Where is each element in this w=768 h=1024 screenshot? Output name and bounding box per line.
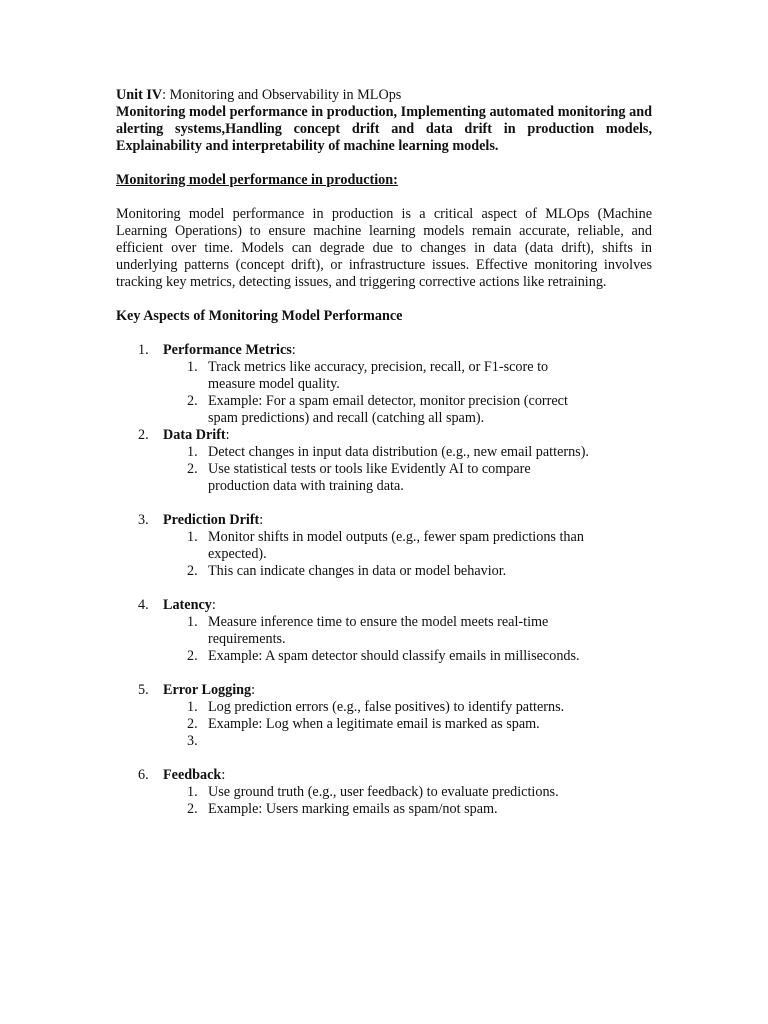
sub-item (163, 393, 589, 427)
aspect-item (116, 682, 652, 750)
sub-text: Measure inference time to ensure the model meets real-time requirements. (208, 614, 549, 647)
sub-item (163, 614, 589, 648)
aspect-title (138, 597, 652, 614)
aspect-colon: : (259, 512, 264, 528)
aspect-item (116, 597, 652, 665)
sub-item (163, 529, 589, 563)
sub-number: 2. (187, 393, 198, 409)
aspect-name: Feedback (163, 767, 222, 783)
sub-number: 2. (187, 461, 198, 477)
sub-item (163, 359, 589, 393)
sub-list (163, 444, 589, 495)
sub-number: 2. (187, 801, 198, 817)
document-page (116, 87, 652, 818)
aspect-title (138, 342, 652, 359)
aspect-item (116, 767, 652, 818)
unit-title (116, 87, 652, 104)
unit-label: Unit IV (116, 87, 163, 103)
sub-number: 1. (187, 784, 198, 800)
sub-number: 1. (187, 699, 198, 715)
sub-number: 1. (187, 529, 198, 545)
sub-text (208, 733, 212, 749)
sub-number: 3. (187, 733, 198, 749)
aspect-title (138, 682, 652, 699)
sub-item (163, 716, 589, 733)
aspects-heading: Key Aspects of Monitoring Model Performance (116, 308, 403, 324)
aspects-list (116, 342, 652, 818)
sub-item (163, 801, 589, 818)
aspect-name: Prediction Drift (163, 512, 260, 528)
sub-text: Example: A spam detector should classify emails in milliseconds. (208, 648, 580, 664)
unit-title-rest: : Monitoring and Observability in MLOps (162, 87, 402, 103)
aspect-colon: : (221, 767, 226, 783)
aspect-title (138, 767, 652, 784)
sub-list (163, 784, 589, 818)
sub-number: 1. (187, 444, 198, 460)
sub-item (163, 461, 589, 495)
sub-text: Use statistical tests or tools like Evidently AI to compare production data with training data. (208, 461, 531, 494)
sub-number: 2. (187, 563, 198, 579)
sub-text: Example: Log when a legitimate email is marked as spam. (208, 716, 540, 732)
sub-list (163, 359, 589, 427)
sub-item (163, 648, 589, 665)
sub-text: Detect changes in input data distribution (e.g., new email patterns). (208, 444, 589, 460)
aspect-number: 6. (138, 767, 149, 783)
sub-item (163, 733, 589, 750)
intro-paragraph: Monitoring model performance in production is a critical aspect of MLOps (Machine Learning Operations) to ensure machine learning models remain accurate, reliable, and efficient over time. Models can degrade due to changes in data (data drift), shifts in underlying patterns (concept drift), or infrastructure issues. Effective monitoring involves tracking key metrics, detecting issues, and triggering corrective actions like retraining. (116, 206, 652, 290)
aspect-name: Latency (163, 597, 212, 613)
aspect-colon: : (225, 427, 230, 443)
aspect-item (116, 427, 652, 495)
aspect-number: 5. (138, 682, 149, 698)
aspect-number: 4. (138, 597, 149, 613)
aspect-item (116, 342, 652, 427)
aspect-colon: : (291, 342, 296, 358)
sub-list (163, 614, 589, 665)
aspect-number: 2. (138, 427, 149, 443)
sub-text: Example: Users marking emails as spam/not spam. (208, 801, 498, 817)
sub-list (163, 529, 589, 580)
aspect-number: 3. (138, 512, 149, 528)
sub-number: 2. (187, 716, 198, 732)
sub-list (163, 699, 589, 750)
sub-number: 2. (187, 648, 198, 664)
aspect-name: Performance Metrics (163, 342, 292, 358)
section-heading: Monitoring model performance in production: (116, 172, 398, 188)
sub-text: Use ground truth (e.g., user feedback) to evaluate predictions. (208, 784, 559, 800)
aspect-colon: : (251, 682, 256, 698)
aspect-number: 1. (138, 342, 149, 358)
aspect-name: Error Logging (163, 682, 252, 698)
sub-text: Example: For a spam email detector, monitor precision (correct spam predictions) and recall (catching all spam). (208, 393, 568, 426)
sub-text: This can indicate changes in data or model behavior. (208, 563, 507, 579)
aspect-name: Data Drift (163, 427, 226, 443)
sub-item (163, 784, 589, 801)
sub-item (163, 444, 589, 461)
aspect-colon: : (211, 597, 216, 613)
aspect-item (116, 512, 652, 580)
sub-number: 1. (187, 614, 198, 630)
sub-number: 1. (187, 359, 198, 375)
aspect-title (138, 512, 652, 529)
unit-topics: Monitoring model performance in production, Implementing automated monitoring and alerting systems,Handling concept drift and data drift in production models, Explainability and interpretability of machine learning models. (116, 104, 652, 154)
aspect-title (138, 427, 652, 444)
sub-text: Log prediction errors (e.g., false positives) to identify patterns. (208, 699, 565, 715)
sub-item (163, 699, 589, 716)
sub-text: Monitor shifts in model outputs (e.g., fewer spam predictions than expected). (208, 529, 584, 562)
sub-text: Track metrics like accuracy, precision, recall, or F1-score to measure model quality. (208, 359, 549, 392)
sub-item (163, 563, 589, 580)
